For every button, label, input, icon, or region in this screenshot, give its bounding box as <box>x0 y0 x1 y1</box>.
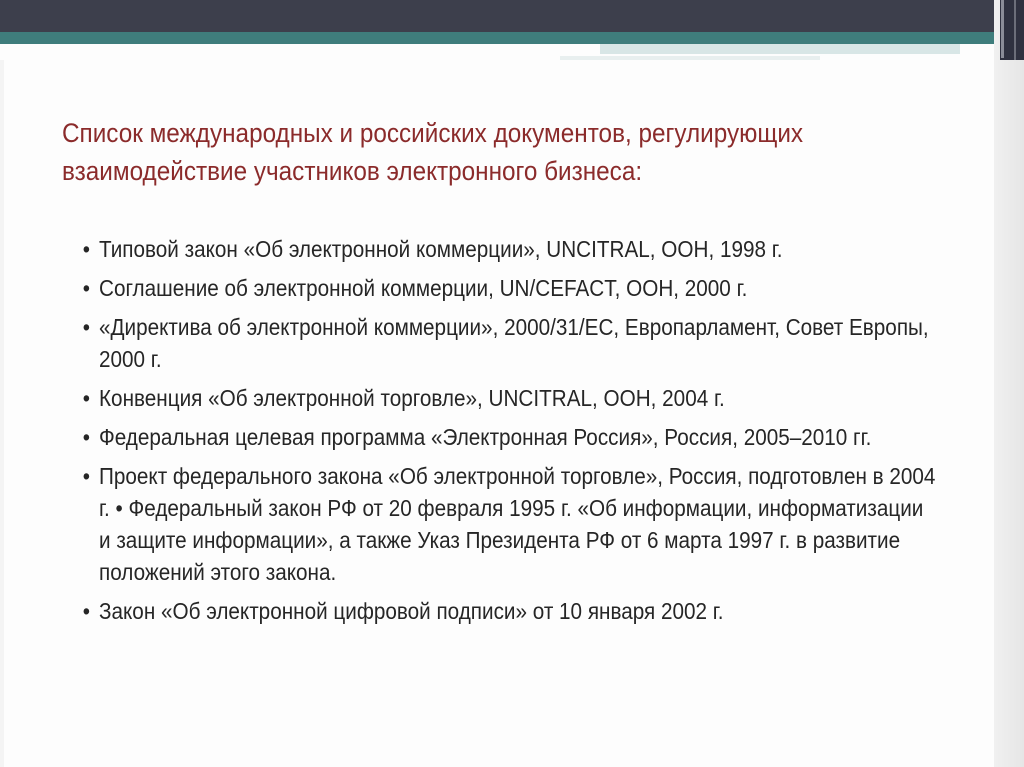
header-band-teal <box>0 32 1000 44</box>
bullet-icon: • <box>82 314 91 340</box>
list-item-text: Проект федерального закона «Об электронной торговле», Россия, подготовлен в 2004 г. • Федеральный закон РФ от 20 февраля 1995 г. «Об информации, информатизации и защите информации», а также Указ Президента РФ от 6 марта 1997 г. в развитие положений этого закона. <box>99 463 936 585</box>
document-list <box>72 233 936 634</box>
bullet-icon: • <box>82 275 91 301</box>
left-frame-edge <box>0 60 4 767</box>
bullet-icon: • <box>82 598 91 624</box>
right-frame-line-secondary <box>1014 0 1016 60</box>
right-frame-shade <box>994 0 1024 767</box>
list-item <box>72 382 936 414</box>
header-band-dark <box>0 0 1024 32</box>
list-item <box>72 233 936 265</box>
list-item <box>72 311 936 375</box>
bullet-icon: • <box>82 236 91 262</box>
list-item <box>72 595 936 627</box>
list-item-text: Федеральная целевая программа «Электронная Россия», Россия, 2005–2010 гг. <box>99 424 872 450</box>
list-item-text: Типовой закон «Об электронной коммерции», UNCITRAL, ООН, 1998 г. <box>99 236 783 262</box>
slide-title: Список международных и российских документов, регулирующих взаимодействие участников электронного бизнеса: <box>62 118 804 186</box>
list-item <box>72 460 936 588</box>
list-item-text: «Директива об электронной коммерции», 2000/31/ЕС, Европарламент, Совет Европы, 2000 г. <box>99 314 929 372</box>
list-item <box>72 421 936 453</box>
list-item-text: Закон «Об электронной цифровой подписи» от 10 января 2002 г. <box>99 598 724 624</box>
bullet-icon: • <box>82 385 91 411</box>
list-item-text: Соглашение об электронной коммерции, UN/CEFACT, ООН, 2000 г. <box>99 275 748 301</box>
header-band-accent <box>600 44 960 54</box>
list-item-text: Конвенция «Об электронной торговле», UNCITRAL, ООН, 2004 г. <box>99 385 725 411</box>
bullet-icon: • <box>82 463 91 489</box>
bullet-icon: • <box>82 424 91 450</box>
right-frame-line <box>1001 0 1004 58</box>
list-item <box>72 272 936 304</box>
header-band-accent-thin <box>560 56 820 60</box>
